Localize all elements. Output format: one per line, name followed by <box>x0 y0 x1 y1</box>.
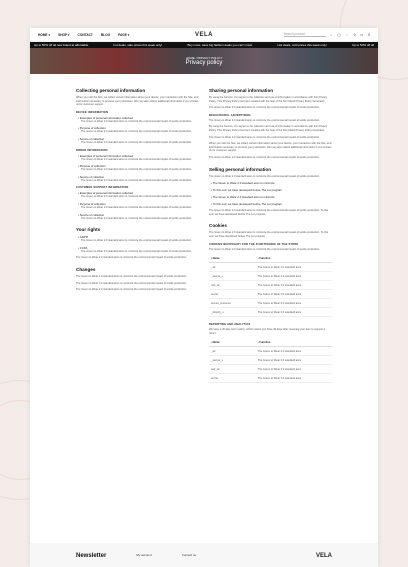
nav-actions <box>284 32 370 37</box>
menu-item-contact[interactable]: CONTACT <box>77 32 93 37</box>
menu-item-home[interactable]: HOME ▾ <box>38 32 51 37</box>
page-hero-banner <box>30 48 378 74</box>
wishlist-icon[interactable]: ♡ <box>345 32 349 37</box>
paragraph: When you visit the Site, we collect certain information about your device, your interaction with the Site, and information necessary to process your purchases. We may also collect additional information if you contact us for customer support. <box>76 96 199 107</box>
browser-page <box>30 28 378 567</box>
paragraph: The Green to Wear 2.0 standard aims to minimize the environmental impact of textile production. <box>76 256 187 260</box>
list-item: • Source of collection The Green to Wear 2.0 standard aims to minimize the environmental impact of textile production. <box>78 174 192 182</box>
ticker-item: Hot deals, cold prices this week only! <box>277 43 327 47</box>
table-row: cart_sk The Green to Wear 2.0 standard aims <box>209 281 332 290</box>
paragraph: The Green to Wear 2.0 standard aims to minimize the environmental impact of textile production. <box>76 288 187 292</box>
newsletter-heading: Newsletter <box>76 553 107 559</box>
list-item: • GDPR The Green to Wear 2.0 standard aims to minimize the environmental impact of textile production. <box>78 235 192 243</box>
table-row: _secure_s The Green to Wear 2.0 standard aims <box>209 356 332 365</box>
footer-contact-heading: Contact us <box>181 553 197 557</box>
table-row: secret The Green to Wear 2.0 standard aims <box>209 290 332 299</box>
subsection-heading: DEVICE INFORMATION <box>76 110 109 114</box>
section-title: Your rights <box>76 227 101 233</box>
section-title: Cookies <box>209 223 227 229</box>
ticker-item: Up to 50% off all new brand at affordable <box>34 43 89 47</box>
table-row: _shopify_u The Green to Wear 2.0 standard aims <box>209 308 332 317</box>
account-icon[interactable]: ◯ <box>337 32 341 37</box>
list-item: • Source of collection The Green to Wear 2.0 standard aims to minimize the environmental impact of textile production. <box>78 212 192 220</box>
top-navigation <box>30 28 378 42</box>
cart-count: 0 <box>368 32 370 37</box>
list-item: • Source of collection The Green to Wear 2.0 standard aims to minimize the environmental impact of textile production. <box>78 136 192 144</box>
search-input[interactable]: Search product <box>284 32 326 37</box>
table-header: • Name <box>209 339 256 347</box>
table-header: • Function <box>256 255 332 263</box>
subsection-heading: REPORTING AND ANALYTICS <box>209 323 251 327</box>
subsection-heading: BEHAVIOURAL ADVERTISING <box>209 113 251 117</box>
paragraph: The Green to Wear 2.0 standard aims to minimize the environmental impact of textile production. <box>209 106 320 110</box>
table-header: • Function <box>256 339 332 347</box>
menu-item-page[interactable]: PAGE ▾ <box>118 32 130 37</box>
ticker-item: Buy more, save big fashion deals you can't miss! <box>187 43 253 47</box>
table-row: secure_customer The Green to Wear 2.0 standard aims <box>209 299 332 308</box>
page-title: Privacy policy <box>185 60 223 66</box>
search-icon[interactable]: ⌕ <box>330 32 333 37</box>
site-logo[interactable]: VELA <box>194 31 214 38</box>
paragraph: The Green to Wear 2.0 standard aims to minimize the environmental impact of textile production. <box>209 247 320 251</box>
wishlist-count: 0 <box>353 32 356 37</box>
paragraph: The Green to Wear 2.0 standard aims to minimize the environmental impact of textile production. To this end, we have developed before The Lot program. <box>209 209 329 216</box>
paragraph: The Green to Wear 2.0 standard aims to minimize the environmental impact of textile production. <box>209 135 320 139</box>
paragraph: The Green to Wear 2.0 standard aims to minimize the environmental impact of textile production. <box>209 155 320 159</box>
table-row: _secure_s The Green to Wear 2.0 standard aims <box>209 272 332 281</box>
footer-my-account-heading: My account <box>136 553 152 557</box>
breadcrumb[interactable]: HOME / PRIVACY POLICY <box>185 56 223 60</box>
subsection-heading: COOKIES NECESSARY FOR THE FUNCTIONING OF THE STORE <box>209 242 299 246</box>
ticker-item: Up to 50% off all <box>352 43 374 47</box>
table-row: _ab The Green to Wear 2.0 standard aims <box>209 263 332 272</box>
paragraph: The Green to Wear 2.0 standard aims to minimize the environmental impact of textile production. <box>76 281 187 285</box>
table-row: cart_sk The Green to Wear 2.0 standard aims <box>209 365 332 374</box>
list-item: • Purpose of collection The Green to Wear 2.0 standard aims to minimize the environmental impact of textile production. <box>78 126 192 134</box>
list-item: • To this end, we have developed before The Lot program <box>211 202 283 207</box>
list-item: • Examples of personal information collected The Green to Wear 2.0 standard aims to minimize the environmental impact of textile production. <box>78 153 192 161</box>
section-title: Sharing personal information <box>209 88 274 93</box>
policy-content <box>30 74 378 389</box>
paragraph: The Green to Wear 2.0 standard aims to minimize the environmental impact of textile production. <box>76 274 187 278</box>
paragraph: The Green to Wear 2.0 standard aims to minimize the environmental impact of textile production. <box>209 174 320 178</box>
menu-item-shop[interactable]: SHOP ▾ <box>58 32 70 37</box>
paragraph: The Green to Wear 2.0 standard aims to minimize the environmental impact of textile production. <box>209 118 320 122</box>
left-column <box>76 88 199 389</box>
list-item: • Examples of personal information collected The Green to Wear 2.0 standard aims to minimize the environmental impact of textile production. <box>78 115 192 123</box>
menu-item-blog[interactable]: BLOG <box>100 32 111 37</box>
main-menu <box>38 33 129 37</box>
right-column <box>209 88 332 389</box>
cart-icon[interactable]: ⊡ <box>360 32 364 37</box>
paragraph: We keep a 30-day return policy, which means you have 30 days after receiving your item to request a return. <box>209 328 326 335</box>
list-item: • Examples of personal information collected The Green to Wear 2.0 standard aims to minimize the environmental impact of textile production. <box>78 191 192 199</box>
table-row: secret The Green to Wear 2.0 standard aims <box>209 374 332 383</box>
table-header-row <box>209 255 332 263</box>
list-item: • CCPA The Green to Wear 2.0 standard aims to minimize the environmental impact of textile production. <box>78 245 192 253</box>
section-title: Changes <box>76 266 96 272</box>
list-item: • The Green to Wear 2.0 standard aims to minimize <box>211 181 275 186</box>
section-title: Collecting personal information <box>76 88 146 93</box>
list-item: • The Green to Wear 2.0 standard aims to minimize <box>211 195 275 200</box>
paragraph: The Green to Wear 2.0 standard aims to minimize the environmental impact of textile production. To this end, we have developed before The Lot program. <box>209 231 329 238</box>
list-item: • Purpose of collection The Green to Wear 2.0 standard aims to minimize the environmental impact of textile production. <box>78 164 192 172</box>
footer-logo[interactable]: VELA <box>315 553 332 559</box>
analytics-table <box>209 339 332 383</box>
list-item: • Purpose of collection The Green to Wear 2.0 standard aims to minimize the environmental impact of textile production. <box>78 201 192 209</box>
cookies-table <box>209 255 332 317</box>
table-row: _ab The Green to Wear 2.0 standard aims <box>209 347 332 356</box>
paragraph: By using the Service, You agree to the collection and use of information in accordance with this Privacy Policy. This Privacy Policy has been created with the help of the Termsfeed Privacy Policy Generator. <box>209 125 328 132</box>
subsection-heading: CUSTOMER SUPPORT INFORMATION <box>76 186 129 190</box>
site-footer <box>30 543 378 567</box>
paragraph: By using the Service, You agree to the collection and use of information in accordance with this Privacy Policy. This Privacy Policy has been created with the help of the Termsfeed Privacy Policy Generator. <box>209 96 328 103</box>
subsection-heading: ORDER INFORMATION <box>76 148 108 152</box>
ticker-item: hot deals, sale prices this week only! <box>113 43 163 47</box>
table-header-row <box>209 339 332 347</box>
table-header: • Name <box>209 255 256 263</box>
list-item: • To this end, we have developed before The Lot program <box>211 188 283 193</box>
section-title: Selling personal information <box>209 166 272 172</box>
paragraph: When you visit the Site, we collect certain information about your device, your interaction with the Site, and information necessary to process your purchases. We may also collect additional information if you contact us for customer support. <box>209 142 332 153</box>
